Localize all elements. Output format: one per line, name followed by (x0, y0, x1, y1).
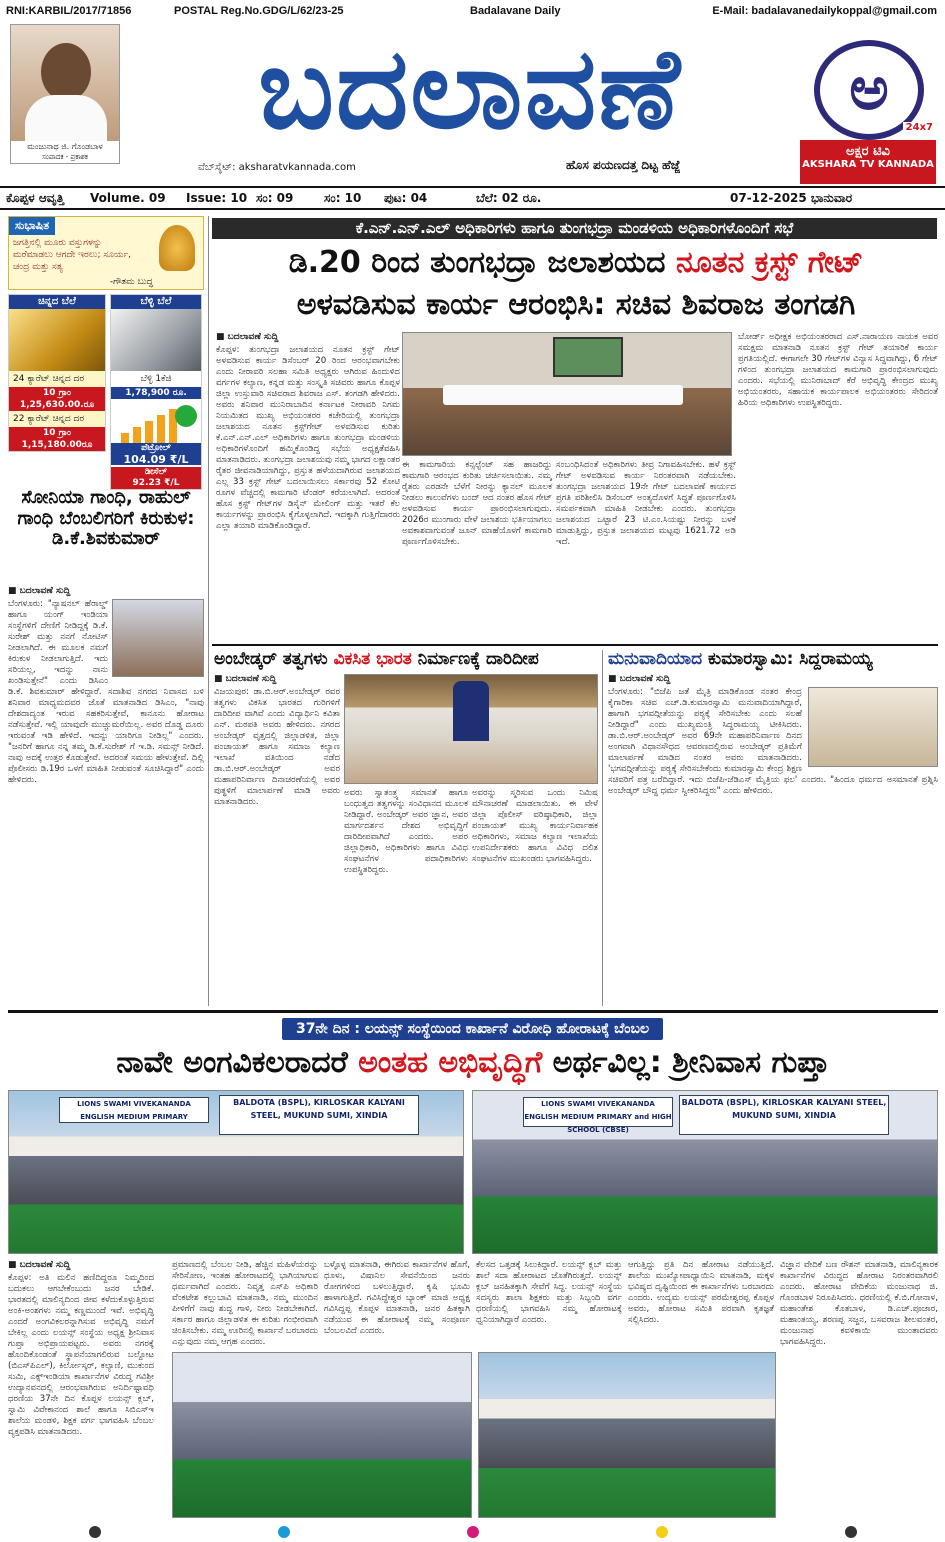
petrol-value: 104.09 ₹/L (123, 453, 189, 466)
lions-col-2 (172, 1260, 318, 1346)
sam-1: ಸಂ: 09 (256, 190, 294, 205)
subhashita-title: ಸುಭಾಷಿತ (9, 217, 55, 235)
lions-col-6 (780, 1260, 938, 1522)
masthead-title: ಬದಲಾವಣೆ (258, 23, 682, 154)
registration-mark-icon (89, 1526, 101, 1538)
face-shape (41, 43, 91, 101)
tv-logo-letter: ಅ (814, 40, 924, 140)
email-address[interactable]: E-Mail: badalavanedailykoppal@gmail.com (712, 5, 937, 17)
dk-shivakumar-photo (112, 599, 204, 677)
protest-photo-2 (472, 1090, 938, 1254)
ambedkar-byline: ■ ಬದಲಾವಣೆ ಸುದ್ದಿ (214, 674, 277, 684)
ambedkar-headline-b: ವಿಕಸಿತ ಭಾರತ (333, 649, 412, 669)
volume: Volume. 09 (90, 191, 166, 205)
subhashita-box (8, 216, 204, 290)
section-rule (212, 644, 938, 646)
lions-body-4: ಕೆಲಸದ ಒತ್ತಡಕ್ಕೆ ಸಿಲುಕಿದ್ದಾರೆ. ಲಯನ್ಸ್ ಕ್ಲಬ್ ಮತ್ತು ಶಾಲೆ ಸದಾ ಹೋರಾಟದ ಜೊತೆಗಿರುತ್ತದೆ. ಲಯನ್ಸ್ ಕ್ಲಬ್ ಜನಹಿತಕ್ಕಾಗಿ ಸೇವೆಗೆ ಸಿದ್ಧ. ಲಯನ್ಸ್ ಸಂಸ್ಥೆಯ ಸದಸ್ಯರು ಶಾಲಾ ಶಿಕ್ಷಕರು ಮತ್ತು ಸಿಬ್ಬಂದಿ ವರ್ಗ ಧರಣಿಯಲ್ಲಿ ಭಾಗವಹಿಸಿ ನಮ್ಮ ಹೋರಾಟಕ್ಕೆ ಧ್ವನಿಯಾಗಿದ್ದಾರೆ ಎಂದರು. (476, 1260, 622, 1325)
siddu-headline-b: ಕುಮಾರಸ್ವಾಮಿ: ಸಿದ್ದರಾಮಯ್ಯ (708, 649, 873, 669)
protest-photo-3 (172, 1352, 472, 1518)
lions-body-1: ಕೊಪ್ಪಳ: ಅತಿ ಮಲಿನ ಹಣಿದಿದ್ದರೂ ನಿಮ್ಮದಿಂದ ಬದುಕಲು ಆಗಬೇಕೆಂಬುದು ಜನರ ಬೇಡಿಕೆ. ಭಾರತದಲ್ಲಿ ಮಾಲಿನ್ಯದಿಂದ ಜೀವ ಕಳೆದುಕೊಳ್ಳುತ್ತಿರುವ ಅಂಕಿ-ಅಂಶಗಳು ನಮ್ಮ ಕಣ್ಣಮುಂದೆ ಇವೆ. ಅಭಿವೃದ್ಧಿ ಎಂದರೆ ಅಂಗವಿಕಲರನ್ನಾಗಿಸುವ ಅಭಿವೃದ್ಧಿ ನಮಗೆ ಬೇಕಿಲ್ಲ ಎಂದು ಲಯನ್ಸ್ ಸಂಸ್ಥೆಯ ಅಧ್ಯಕ್ಷ ಶ್ರೀನಿವಾಸ ಗುಪ್ತಾ ಅಭಿಪ್ರಾಯಪಟ್ಟರು. ಅವರು ನಗರಕ್ಕೆ ಹೊಂದಿಕೊಂಡಂತೆ ಸ್ಥಾಪನೆಯಾಗಲಿರುವ ಬಲ್ದೋಟ (ಬಿಎಸ್‌ಪಿಎಲ್), ಕಿರ್ಲೋಸ್ಕರ್, ಕಲ್ಯಾಣಿ, ಮುಕುಂದ ಸುಮಿ, ಎಕ್ಸ್‌ಇಂಡಿಯಾ ಕಾರ್ಖಾನೆಗಳ ವಿರುದ್ಧ ಗವಿಶ್ರೀ ಉದ್ಯಾನವನದಲ್ಲಿ ಆರಂಭವಾಗಿರುವ ಅನಿರ್ದಿಷ್ಟಾವಧಿ ಧರಣಿಯ 37ನೇ ದಿನ ಕೊಪ್ಪಳ ಲಯನ್ಸ್ ಕ್ಲಬ್, ಸ್ವಾಮಿ ವಿವೇಕಾನಂದ ಶಾಲೆ ಹಾಗೂ ಸಿಬಿಎಸ್‌ಇ ಶಾಲೆಯ ಮಂಡಳಿ, ಶಿಕ್ಷಕ ವರ್ಗ ಭಾಗವಹಿಸಿ ಬೆಂಬಲ ವ್ಯಕ್ತಪಡಿಸಿ ಮಾತನಾಡಿದರು. (8, 1273, 154, 1437)
gold-24-value (9, 387, 105, 411)
statue-shape (453, 681, 489, 741)
lions-col-4 (476, 1260, 622, 1346)
page-number: ಪುಟ: 04 (384, 190, 428, 205)
lead-body-1: ಕೊಪ್ಪಳ: ತುಂಗಭದ್ರಾ ಜಲಾಶಯದ ನೂತನ ಕ್ರಸ್ಟ್ ಗೇಟ್ ಅಳವಡಿಸುವ ಕಾರ್ಯ ಡಿಸೆಂಬರ್ 20 ರಿಂದ ಆರಂಭವಾಗಬೇಕು ಎಂದು ನೀರಾವರಿ ಸಲಹಾ ಸಮಿತಿ ಅಧ್ಯಕ್ಷರು ಆಗಿರುವ ಹಿಂದುಳಿದ ವರ್ಗಗಳ ಕಲ್ಯಾಣ, ಕನ್ನಡ ಮತ್ತು ಸಂಸ್ಕೃತಿ ಸಚಿವರು ಹಾಗೂ ಕೊಪ್ಪಳ ಜಿಲ್ಲಾ ಉಸ್ತುವಾರಿ ಸಚಿವರಾದ ಶಿವರಾಜ ಎಸ್. ತಂಗಡಗಿ ಹೇಳಿದರು. ಅವರು ಶನಿವಾರ ಮುನಿರಾಬಾದಿನ ಕರ್ನಾಟಕ ನೀರಾವರಿ ನಿಗಮ ನಿಯಮಿತದ ಮುಖ್ಯ ಅಭಿಯಂತರರ ಕಚೇರಿಯಲ್ಲಿ ತುಂಗಭದ್ರಾ ಜಲಾಶಯದ ನೂತನ ಕ್ರಸ್ಟ್‌ಗೇಟ್ ಅಳವಡಿಸುವ ಕುರಿತು ಕೆ.ಎನ್.ಎನ್.ಎಲ್ ಅಧಿಕಾರಿಗಳು ಹಾಗೂ ತುಂಗಭದ್ರಾ ಮಂಡಳಿಯ ಅಧಿಕಾರಿಗಳೊಂದಿಗೆ ಹಮ್ಮಿಕೊಂಡಿದ್ದ ಸಭೆಯ ಅಧ್ಯಕ್ಷತೆವಹಿಸಿ ಮಾತನಾಡಿದರು. ತುಂಗಭದ್ರಾ ಜಲಾಶಯವು ನಮ್ಮ ಭಾಗದ ಲಕ್ಷಾಂತರ ರೈತರ ಜೀವನಾಡಿಯಾಗಿದ್ದು, ಪ್ರಸ್ತುತ ಹಳೆಯದಾಗಿರುವ ಜಲಾಶಯದ ಎಲ್ಲ 33 ಕ್ರಸ್ಟ್ ಗೇಟ್ ಬದಲಾಯಿಸಲು ಸರ್ಕಾರವು 52 ಕೋಟಿ ರೂಗಳ ವೆಚ್ಚದಲ್ಲಿ ಕಾಮಗಾರಿ ಟೆಂಡರ್ ಕರೆಯಲಾಗಿದೆ. ಅದರಂತೆ ಹೊಸ ಕ್ರಸ್ಟ್ ಗೇಟ್‌ಗಳ ಡಿಸೈನ್ ಮೇಲಿಂಗ್ ಮತ್ತು ಇತರೆ ಕೆಲ ಕಾರ್ಯಗಳನ್ನು ಪ್ರಾರಂಭಿಸಿ ಕೈಗೊಳ್ಳಲಾಗಿದೆ. ಇದಕ್ಕಾಗಿ ಗುತ್ತಿಗೆದಾರರು ಎಲ್ಲಾ ತಯಾರಿ ಮಾಡಿಕೊಂಡಿದ್ದಾರೆ. (216, 345, 400, 531)
protest-photo-4 (478, 1352, 776, 1518)
tv-name: ಅಕ್ಷರ ಟಿವಿ (846, 144, 890, 159)
lions-kicker-wrap (0, 1018, 945, 1037)
buddha-icon (159, 225, 195, 271)
fuel-chart-icon (111, 399, 201, 443)
registration-mark-icon (467, 1526, 479, 1538)
ambedkar-col-3 (472, 788, 598, 1004)
meeting-photo (402, 332, 732, 456)
gold-bars-icon (9, 309, 105, 371)
gold-24-price: 1,25,630.00.ರೂ (19, 400, 95, 410)
lead-body-2: ಈ ಕಾಮಗಾರಿಯ ಕನ್ಸಲ್ಟೆಂಟ್ ಸಹ ಹಾಜರಿದ್ದು ಕಾಮಗಾರಿ ಆರಂಭದ ಕುರಿತು ಚರ್ಚಿಸಲಾಯಿತು. ನಮ್ಮ ರೈತರು ಎರಡನೇ ಬೆಳೆಗೆ ನೀರನ್ನು ಕ್ಯಾನಲ್ ಮೂಲಕ ನೀಡಲು ಕಾಲುವೆಗಳು ಬಂದ್ ಆದ ನಂತರ ಹೊಸ ಗೇಟ್ ಅಳವಡಿಸುವ ಕಾರ್ಯ ಪ್ರಾರಂಭಿಸಲಾಗುವುದು. 2026ರ ಮುಂಗಾರು ವೇಳೆ ಜಲಾಶಯ ಭರ್ತಿಯಾಗಲು ಅವಕಾಶವಾಗುವಂತೆ ಜೂನ್ ಮಾಹೆಯೊಳಗೆ ಕಾಮಗಾರಿ ಪೂರ್ಣಗೊಳಿಸಬೇಕು. (402, 460, 552, 547)
lions-body-6: ವಿಜ್ಞಾನ ವೇದಿಕೆ ಬಣ ರೌಶನ್ ಮಾತನಾಡಿ, ಮಾಲಿನ್ಯಕಾರಕ ಕಾರ್ಖಾನೆಗಳ ವಿರುದ್ಧದ ಹೋರಾಟ ನಿರಂತರವಾಗಿರಲಿ ಎಂದರು. ಹೋರಾಟ ವೇದಿಕೆಯ ಮಂಜುನಾಥ ಜಿ. ಗೊಂಡಬಾಳ ನಿರೂಪಿಸಿದರು. ಧರಣಿಯಲ್ಲಿ ಕೆ.ಬಿ.ಗೋನಾಳ, ಮಹಾಂತೇಶ ಕೊತಬಾಳ, ಡಿ.ಎಚ್.ಪೂಜಾರ, ಮಹಾಂತಯ್ಯ, ಶರಣಪ್ಪ ಸಜ್ಜನ, ಬಸವರಾಜ ಶೀಲವಂತರ, ಮಂಜುನಾಥ ಕವಳಿಕಾಯಿ ಮುಂತಾದವರು ಭಾಗವಹಿಸಿದ್ದರು. (780, 1260, 938, 1347)
screen-shape (553, 337, 623, 377)
paper-name-en: Badalavane Daily (470, 5, 561, 17)
ambedkar-body-2: ಅವರು ಸ್ವಾತಂತ್ರ್ಯ ಸಮಾನತೆ ಹಾಗೂ ಬಂಧುತ್ವದ ತತ್ವಗಳನ್ನು ಸಂವಿಧಾನದ ಮೂಲಕ ನೀಡಿದ್ದಾರೆ. ಅಂಬೇಡ್ಕರ್ ಅವರ ಜ್ಞಾನ, ಅವರ ಮಾರ್ಗದರ್ಶನ ದೇಶದ ಅಭಿವೃದ್ಧಿಗೆ ದಾರಿದೀಪವಾಗಿದೆ ಎಂದರು. ಅಪರ ಜಿಲ್ಲಾಧಿಕಾರಿ, ಅಧಿಕಾರಿಗಳು ಹಾಗೂ ವಿವಿಧ ಸಂಘಟನೆಗಳ ಪದಾಧಿಕಾರಿಗಳು ಉಪಸ್ಥಿತರಿದ್ದರು. (344, 788, 468, 875)
ambedkar-event-photo (344, 674, 598, 784)
subhashita-author: -ಗೌತಮ ಬುದ್ಧ (109, 277, 153, 287)
tagline: ಹೊಸ ಪಯಣದತ್ತ ದಿಟ್ಟ ಹೆಜ್ಜೆ (566, 158, 681, 172)
lead-col-1 (216, 332, 400, 642)
fuel-bar (121, 433, 129, 443)
fuel-bar (133, 427, 141, 443)
date: 07-12-2025 ಭಾನುವಾರ (730, 190, 853, 205)
lions-body-3: ಬಳ್ಳೊಳ್ಳ ಮಾತನಾಡಿ, ಈಗಿರುವ ಕಾರ್ಖಾನೆಗಳ ಹೊಗೆ, ಧೂಳು, ವಿಷಾನಿಲ ಸೇವನೆಯಿಂದ ಜನರು ರೋಗಗಳಿಂದ ಬಳಲುತ್ತಿದ್ದಾರೆ. ಕೃಷಿ ಭೂಮಿ ಹಾಳಾಗುತ್ತಿದೆ. ಗವಿಸಿದ್ಧೇಶ್ವರ ಬ್ಯಾಂಕ್ ಮಾಜಿ ಅಧ್ಯಕ್ಷ ಗವಿಸಿದ್ದಪ್ಪ ಕೊಪ್ಪಳ ಮಾತನಾಡಿ, ಜನರ ಹಿತಕ್ಕಾಗಿ ನಡೆಯುವ ಈ ಹೋರಾಟಕ್ಕೆ ನಮ್ಮ ಸಂಪೂರ್ಣ ಬೆಂಬಲವಿದೆ ಎಂದರು. (324, 1260, 470, 1336)
banner-4: BALDOTA (BSPL), KIRLOSKAR KALYANI STEEL, MUKUND SUMI, XINDIA (679, 1095, 889, 1135)
edition-strip (0, 186, 945, 210)
column-divider (602, 650, 603, 1006)
subhashita-text: ಜಗತ್ತಿನಲ್ಲಿ ಮೂರು ವಸ್ತುಗಳನ್ನು ಮರೆಮಾಡಲು ಆಗದೇ ಇರಲು; ಸೂರ್ಯ, ಚಂದ್ರ ಮತ್ತು ಸತ್ಯ (13, 238, 132, 272)
siddaramaiah-photo (808, 687, 938, 767)
rates-panel (8, 294, 204, 504)
gold-22-value (9, 427, 105, 451)
banner-1: LIONS SWAMI VIVEKANANDA ENGLISH MEDIUM PRIMARY (59, 1097, 209, 1123)
lions-col-1 (8, 1260, 154, 1522)
table-shape (443, 385, 683, 405)
ambedkar-body-1: ವಿಜಯಪುರ: ಡಾ.ಬಿ.ಆರ್.ಅಂಬೇಡ್ಕರ್ ರವರ ತತ್ವಗಳು ವಿಕಸಿತ ಭಾರತದ ಗುರಿಗಳಿಗೆ ದಾರಿದೀಪ ವಾಗಿವೆ ಎಂದು ವಿದ್ಯಾರ್ಥಿನಿ ಕವಿತಾ ಎನ್. ಮಠಪತಿ ಅವರು ಹೇಳಿದರು. ನಗರದ ಅಂಬೇಡ್ಕರ್ ವೃತ್ತದಲ್ಲಿ ಜಿಲ್ಲಾಡಳಿತ, ಜಿಲ್ಲಾ ಪಂಚಾಯತ್ ಹಾಗೂ ಸಮಾಜ ಕಲ್ಯಾಣ ಇಲಾಖೆ ವತಿಯಿಂದ ನಡೆದ ಡಾ.ಬಿ.ಆರ್.ಅಂಬೇಡ್ಕರ್ ಅವರ ಮಹಾಪರಿನಿರ್ವಾಣ ದಿನಾಚರಣೆಯಲ್ಲಿ ಅವರ ಪುತ್ಥಳಿಗೆ ಮಾಲಾರ್ಪಣೆ ಮಾಡಿ ಅವರು ಮಾತನಾಡಿದರು. (214, 687, 340, 807)
protest-photo-1 (8, 1090, 464, 1254)
shirt-shape (25, 95, 107, 141)
gold-24-label: 24 ಕ್ಯಾರೆಟ್ ಚಿನ್ನದ ದರ (9, 371, 105, 387)
left-sidebar (8, 216, 204, 610)
lions-col-5 (628, 1260, 774, 1346)
ambedkar-headline (214, 650, 594, 670)
website[interactable]: ವೆಬ್‌ಸೈಟ್: aksharatvkannada.com (198, 162, 356, 173)
petrol-box (111, 443, 201, 465)
registration-mark-icon (656, 1526, 668, 1538)
sonia-headline: ಸೋನಿಯಾ ಗಾಂಧಿ, ರಾಹುಲ್ ಗಾಂಧಿ ಬೆಂಬಲಿಗರಿಗೆ ಕಿರುಕುಳ: ಡಿ.ಕೆ.ಶಿವಕುಮಾರ್ (17, 487, 195, 550)
lions-byline: ■ ಬದಲಾವಣೆ ಸುದ್ದಿ (8, 1260, 71, 1270)
rni-number: RNI:KARBIL/2017/71856 (6, 5, 132, 17)
sam-2: ಸಂ: 10 (324, 190, 362, 205)
silver-unit: ಬೆಳ್ಳಿ 1ಕೆಜಿ (140, 374, 172, 384)
gold-22-unit: 10 ಗ್ರಾಂ (42, 428, 72, 438)
silver-title: ಬೆಳ್ಳಿ ಬೆಲೆ (111, 295, 201, 309)
gold-22-label: 22 ಕ್ಯಾರೆಟ್ ಚಿನ್ನದ ದರ (9, 411, 105, 427)
banner-2: BALDOTA (BSPL), KIRLOSKAR KALYANI STEEL, MUKUND SUMI, XINDIA (219, 1095, 419, 1135)
gold-title: ಚಿನ್ನದ ಬೆಲೆ (9, 295, 105, 309)
registration-marks (0, 1522, 945, 1542)
akshara-tv-logo (800, 40, 936, 182)
ambedkar-col-2 (344, 788, 468, 1004)
silver-bars-icon (111, 309, 201, 371)
lead-headline-1b: ನೂತನ ಕ್ರಸ್ಟ್ ಗೇಟ್ (675, 245, 864, 280)
lead-headline-1a: ಡಿ.20 ರಿಂದ ತುಂಗಭದ್ರಾ ಜಲಾಶಯದ (288, 245, 666, 280)
lead-body-4: ಬೋರ್ಡ್ ಅಧೀಕ್ಷಕ ಅಭಿಯಂತರರಾದ ಎಸ್.ನಾರಾಯಣ ನಾಯಕ ಅವರ ಸಮಕ್ಷಮ ಮಾತನಾಡಿ ನೂತನ ಕ್ರಸ್ಟ್ ಗೇಟ್ ತಯಾರಿಕೆ ಕಾರ್ಯ ಪ್ರಗತಿಯಲ್ಲಿದೆ. ಈಗಾಗಲೇ 30 ಗೇಟ್‌ಗಳ ವಿನ್ಯಾಸ ಸಿದ್ಧವಾಗಿದ್ದು, 6 ಗೇಟ್ ಗಳಿಂದ ತುಂಗಭದ್ರಾ ಜಲಾಶಯದ ಕಾಮಗಾರಿ ಪ್ರಾರಂಭಿಸಲಾಗುವುದು ಎಂದರು. ಸಭೆಯಲ್ಲಿ ಮುನಿರಾಬಾದ್ ಕೆರೆ ಅಭಿವೃದ್ಧಿ ಕೇಂದ್ರದ ಮುಖ್ಯ ಅಭಿಯಂತರರು, ಸಹಾಯಕ ಕಾರ್ಯಪಾಲಕ ಅಭಿಯಂತರರು ಸೇರಿದಂತೆ ಹಿರಿಯ ಅಧಿಕಾರಿಗಳು ಉಪಸ್ಥಿತರಿದ್ದರು. (738, 332, 938, 408)
ambedkar-col-1 (214, 674, 340, 1004)
edition-label: ಕೊಪ್ಪಳ ಆವೃತ್ತಿ (6, 190, 65, 205)
lions-headline-c: ಅರ್ಥವಿಲ್ಲ: ಶ್ರೀನಿವಾಸ ಗುಪ್ತಾ (552, 1045, 830, 1080)
diesel-value: 92.23 ₹/L (132, 478, 180, 488)
siddu-body: ಬೆಂಗಳೂರು: "ಬಿಜೆಪಿ ಜತೆ ಮೈತ್ರಿ ಮಾಡಿಕೊಂಡ ನಂತರ ಕೇಂದ್ರ ಕೈಗಾರಿಕಾ ಸಚಿವ ಎಚ್.ಡಿ.ಕುಮಾರಸ್ವಾಮಿ ಮನುವಾದಿಯಾಗಿದ್ದಾರೆ, ಹಾಗಾಗಿ ಭಗವದ್ಗೀತೆಯನ್ನು ಪಠ್ಯಕ್ಕೆ ಸೇರಿಸಬೇಕು ಎಂದು ಸಲಹೆ ನೀಡಿದ್ದಾರೆ" ಎಂದು ಮುಖ್ಯಮಂತ್ರಿ ಸಿದ್ದರಾಮಯ್ಯ ಟೀಕಿಸಿದರು. ಡಾ.ಬಿ.ಆರ್.ಅಂಬೇಡ್ಕರ್ ಅವರ 69ನೇ ಮಹಾಪರಿನಿರ್ವಾಣ ದಿನದ ಅಂಗವಾಗಿ ವಿಧಾನಸೌಧದ ಆವರಣದಲ್ಲಿರುವ ಅಂಬೇಡ್ಕರ್ ಪ್ರತಿಮೆಗೆ ಮಾಲಾರ್ಪಣೆ ಮಾಡಿದ ನಂತರ ಅವರು ಮಾತನಾಡಿದರು. 'ಭಗವದ್ಗೀತೆಯನ್ನು ಪಠ್ಯಕ್ಕೆ ಸೇರಿಸಬೇಕೆಂದು ಕುಮಾರಸ್ವಾಮಿ ಕೇಂದ್ರ ಶಿಕ್ಷಣ ಸಚಿವರಿಗೆ ಪತ್ರ ಬರೆದಿದ್ದಾರೆ. ಇದು ಬಿಜೆಪಿ-ಜೆಡಿಎಸ್ ಮೈತ್ರಿಯ ಫಲ' ಎಂದರು. "ಹಿಂದೂ ಧರ್ಮದ ಅಸಮಾನತೆ ಪ್ರಶ್ನಿಸಿ ಅಂಬೇಡ್ಕರ್ ಬೌದ್ಧ ಧರ್ಮ ಸ್ವೀಕರಿಸಿದ್ದರು" ಎಂದು ಹೇಳಿದರು. (608, 687, 938, 796)
gold-rate-box (8, 294, 106, 452)
lead-col-4 (738, 332, 938, 640)
registration-mark-icon (845, 1526, 857, 1538)
tv-247: 24x7 (903, 122, 936, 133)
lions-kicker: 37ನೇ ದಿನ : ಲಯನ್ಸ್ ಸಂಸ್ಥೆಯಿಂದ ಕಾರ್ಖಾನೆ ವಿರೋಧಿ ಹೋರಾಟಕ್ಕೆ ಬೆಂಬಲ (282, 1018, 663, 1040)
column-divider (208, 216, 209, 1006)
lions-body-5: ಆಗುತ್ತಿದ್ದು ಪ್ರತಿ ದಿನ ಹೋರಾಟ ನಡೆಯುತ್ತಿದೆ. ಶಾಲೆಯ ಮುಖ್ಯೋಪಾಧ್ಯಾಯಿನಿ ಮಾತನಾಡಿ, ಮಕ್ಕಳ ಭವಿಷ್ಯದ ದೃಷ್ಟಿಯಿಂದ ಈ ಕಾರ್ಖಾನೆಗಳು ಬರಬಾರದು ಎಂದರು. ಉದ್ಯಮ ಲಯನ್ಸ್ ಪರಮೇಶ್ವರಪ್ಪ ಕೊಪ್ಪಳ ಅವರು, ಹೋರಾಟ ಸಮಿತಿ ಪರವಾಗಿ ಕೃತಜ್ಞತೆ ಸಲ್ಲಿಸಿದರು. (628, 1260, 774, 1325)
siddu-headline (608, 650, 938, 670)
price: ಬೆಲೆ: 02 ರೂ. (476, 190, 542, 205)
siddu-headline-a: ಮನುವಾದಿಯಾದ (608, 649, 703, 669)
lead-headline-1 (216, 246, 936, 281)
diesel-label: ಡೀಸೆಲ್ (144, 467, 168, 477)
lions-headline-a: ನಾವೇ ಅಂಗವಿಕಲರಾದರೆ (116, 1045, 348, 1080)
petrol-label: ಪೆಟ್ರೋಲ್ (141, 443, 171, 453)
tv-box (800, 140, 936, 184)
silver-value: 1,78,900 ರೂ. (111, 387, 201, 399)
lead-headline-2: ಅಳವಡಿಸುವ ಕಾರ್ಯ ಆರಂಭಿಸಿ: ಸಚಿವ ಶಿವರಾಜ ತಂಗಡಗಿ (296, 287, 856, 322)
fuel-pump-icon (175, 405, 197, 427)
lions-headline (6, 1046, 940, 1081)
lead-byline: ■ ಬದಲಾವಣೆ ಸುದ್ದಿ (216, 332, 279, 342)
tv-name-en: AKSHARA TV KANNADA (802, 159, 934, 170)
fuel-bar (157, 415, 165, 443)
editor-photo (10, 24, 120, 164)
sonia-article (8, 586, 204, 1006)
editor-role: ಸಂಪಾದಕ - ಪ್ರಕಾಶಕ (42, 153, 88, 161)
section-rule (8, 1010, 938, 1013)
gold-22-price: 1,15,180.00ರೂ (21, 440, 93, 450)
issue: Issue: 10 (186, 191, 248, 205)
diesel-box (111, 467, 201, 489)
banner-3: LIONS SWAMI VIVEKANANDA ENGLISH MEDIUM PRIMARY and HIGH SCHOOL (CBSE) (523, 1097, 673, 1127)
siddu-byline: ■ ಬದಲಾವಣೆ ಸುದ್ದಿ (608, 674, 671, 684)
lead-kicker: ಕೆ.ಎನ್.ಎನ್.ಎಲ್ ಅಧಿಕಾರಿಗಳು ಹಾಗೂ ತುಂಗಭದ್ರಾ ಮಂಡಳಿಯ ಅಧಿಕಾರಿಗಳೊಂದಿಗೆ ಸಭೆ (212, 218, 937, 239)
lead-body-3: ಸಂಬಂಧಿಸಿದಂತೆ ಅಧಿಕಾರಿಗಳು ತೀವ್ರ ನಿಗಾವಹಿಸಬೇಕು. ಹಳೆ ಕ್ರಸ್ಟ್ ಗೇಟ್ ಅಳವಡಿಸುವ ಕಾರ್ಯ ನಿರಂತರವಾಗಿ ನಡೆಯಬೇಕು. ತುಂಗಭದ್ರಾ ಜಲಾಶಯದ 19ನೇ ಗೇಟ್ ಬದಲಾವಣೆ ಕಾರ್ಯದ ಪ್ರಗತಿ ಪರಿಶೀಲಿಸಿ ಡಿಸೆಂಬರ್ ಅಂತ್ಯದೊಳಗೆ ಸಿದ್ಧತೆ ಪೂರ್ಣಗೊಳಿಸಿ ಸಮರ್ಪಕವಾಗಿ ಮಾಹಿತಿ ನೀಡಬೇಕು ಎಂದರು. ತುಂಗಭದ್ರಾ ಜಲಾಶಯದ ಒಟ್ಟಾರೆ 23 ಟಿ.ಎಂ.ಸಿಯಷ್ಟು ನೀರನ್ನು ಬಳಕೆ ಮಾಡುತ್ತಿದ್ದು, ಪ್ರಸ್ತುತ ಜಲಾಶಯದ ಮಟ್ಟವು 1621.72 ಅಡಿ ಇದೆ. (556, 460, 736, 547)
ambedkar-headline-a: ಅಂಬೇಡ್ಕರ್ ತತ್ವಗಳು (214, 649, 328, 669)
gold-24-unit: 10 ಗ್ರಾಂ (42, 388, 72, 398)
lead-col-3 (556, 460, 736, 640)
lead-col-2 (402, 460, 552, 640)
sonia-body: ಬೆಂಗಳೂರು: "ನ್ಯಾಷನಲ್ ಹೆರಾಲ್ಡ್ ಹಾಗೂ ಯಂಗ್ ಇಂಡಿಯಾ ಸಂಸ್ಥೆಗಳಿಗೆ ದೇಣಿಗೆ ನೀಡಿದ್ದಕ್ಕೆ ಡಿ.ಕೆ. ಸುರೇಶ್ ಮತ್ತು ನನಗೆ ನೋಟಿಸ್ ನೀಡಲಾಗಿದೆ. ಈ ಮೂಲಕ ನಮಗೆ ಕಿರುಕುಳ ನೀಡಲಾಗುತ್ತಿದೆ. ಇದು ಸರಿಯಲ್ಲ, ಇದನ್ನು ನಾನು ಖಂಡಿಸುತ್ತೇನೆ" ಎಂದು ಡಿಸಿಎಂ ಡಿ.ಕೆ. ಶಿವಕುಮಾರ್ ಹೇಳಿದ್ದಾರೆ. ಸದಾಶಿವ ನಗರದ ನಿವಾಸದ ಬಳಿ ಶನಿವಾರ ಮಾಧ್ಯಮದವರ ಜೊತೆ ಮಾತನಾಡಿದ ಡಿಸಿಎಂ, "ನಾವು ದೇಶದಾದ್ಯಂತ ಇರುವ ಸಹಕರಿಸುತ್ತೇವೆ, ಕಾನೂನು ಹೋರಾಟ ನಡೆಸುತ್ತೇವೆ. ಇಲ್ಲಿ ಯಾವುದೇ ಮುಚ್ಚುಮರೆಯಿಲ್ಲ. ಅವರ ದೊಡ್ಡ ದೂರು ಇರುವಂತೆ ಇಡಿ ಹೇಳಿದೆ. ಇದನ್ನು ಯಾರಿಗೂ ನೀಡಿಲ್ಲ" ಎಂದರು. "ಜನರಿಗೆ ಹಾಗೂ ನನ್ನ ತಮ್ಮ ಡಿ.ಕೆ.ಸುರೇಶ್ ಗೆ ಇ.ಡಿ. ಸಮನ್ಸ್ ನೀಡಿದೆ. ನಾವು ಅದಕ್ಕೆ ಉತ್ತರ ಕೊಡುತ್ತೇವೆ. ಅದರಂತೆ ಸಮಯ ಹೇಳುತ್ತೇವೆ. ದಿಲ್ಲಿ ಪೊಲೀಸರು ಡಿ.19ರ ಒಳಗೆ ಮಾಹಿತಿ ನೀಡುವಂತೆ ಸೂಚಿಸಿದ್ದಾರೆ" ಎಂದು ಹೇಳಿದರು. (8, 599, 204, 785)
sonia-byline: ■ ಬದಲಾವಣೆ ಸುದ್ದಿ (8, 586, 71, 596)
top-info-bar (0, 0, 945, 22)
ambedkar-headline-c: ನಿರ್ಮಾಣಕ್ಕೆ ದಾರಿದೀಪ (417, 649, 539, 669)
editor-caption (11, 141, 119, 163)
lions-body-2: ಪ್ರಮಾಣದಲ್ಲಿ ಬೆಂಬಲ ನೀಡಿ, ಹೆಚ್ಚಿನ ಮಹಿಳೆಯರನ್ನು ಸೇರಿಸೋಣ, ಇಂತಹ ಹೋರಾಟದಲ್ಲಿ ಭಾಗಿಯಾಗುವ ಧರ್ಮವಾಗಿದೆ ಎಂದರು. ನಿವೃತ್ತ ಎಸ್‌ಪಿ ಅಧಿಕಾರಿ ವೆಂಕಟೇಶ ಕಲ್ಲುಬಾವಿ ಮಾತನಾಡಿ, ನಮ್ಮ ಮುಂದಿನ ಪೀಳಿಗೆಗೆ ನಾವು ಶುದ್ಧ ಗಾಳಿ, ನೀರು ನೀಡಬೇಕಾಗಿದೆ. ಸರ್ಕಾರ ಹಾಗೂ ಜಿಲ್ಲಾಡಳಿತ ಈ ಕುರಿತು ಗಂಭೀರವಾಗಿ ಚಿಂತಿಸಬೇಕು. ನಮ್ಮ ಊರಿನಲ್ಲಿ ಕಾರ್ಖಾನೆ ಬರಬಾರದು ಎನ್ನುವುದು ನಮ್ಮ ಆಗ್ರಹ ಎಂದರು. (172, 1260, 318, 1346)
postal-reg: POSTAL Reg.No.GDG/L/62/23-25 (174, 5, 344, 17)
editor-name: ಮಂಜುನಾಥ ಜಿ. ಗೊಂಡಬಾಳ (27, 142, 103, 151)
registration-mark-icon (278, 1526, 290, 1538)
fuel-bar (145, 421, 153, 443)
silver-rate-box (110, 294, 202, 490)
siddu-article (608, 674, 938, 1004)
lions-headline-b: ಅಂತಹ ಅಭಿವೃದ್ಧಿಗೆ (358, 1045, 543, 1080)
lions-col-3 (324, 1260, 470, 1346)
ambedkar-body-3: ಅವರನ್ನು ಸ್ಮರಿಸುವ ಒಂದು ನಿಮಿಷ ಮೌನಾಚರಣೆ ಮಾಡಲಾಯಿತು. ಈ ವೇಳೆ ಜಿಲ್ಲಾ ಪೊಲೀಸ್ ವರಿಷ್ಠಾಧಿಕಾರಿ, ಜಿಲ್ಲಾ ಪಂಚಾಯತ್ ಮುಖ್ಯ ಕಾರ್ಯನಿರ್ವಾಹಕ ಅಧಿಕಾರಿಗಳು, ಸಮಾಜ ಕಲ್ಯಾಣ ಇಲಾಖೆಯ ಉಪನಿರ್ದೇಶಕರು ಹಾಗೂ ವಿವಿಧ ದಲಿತ ಸಂಘಟನೆಗಳ ಮುಖಂಡರು ಭಾಗವಹಿಸಿದ್ದರು. (472, 788, 598, 864)
